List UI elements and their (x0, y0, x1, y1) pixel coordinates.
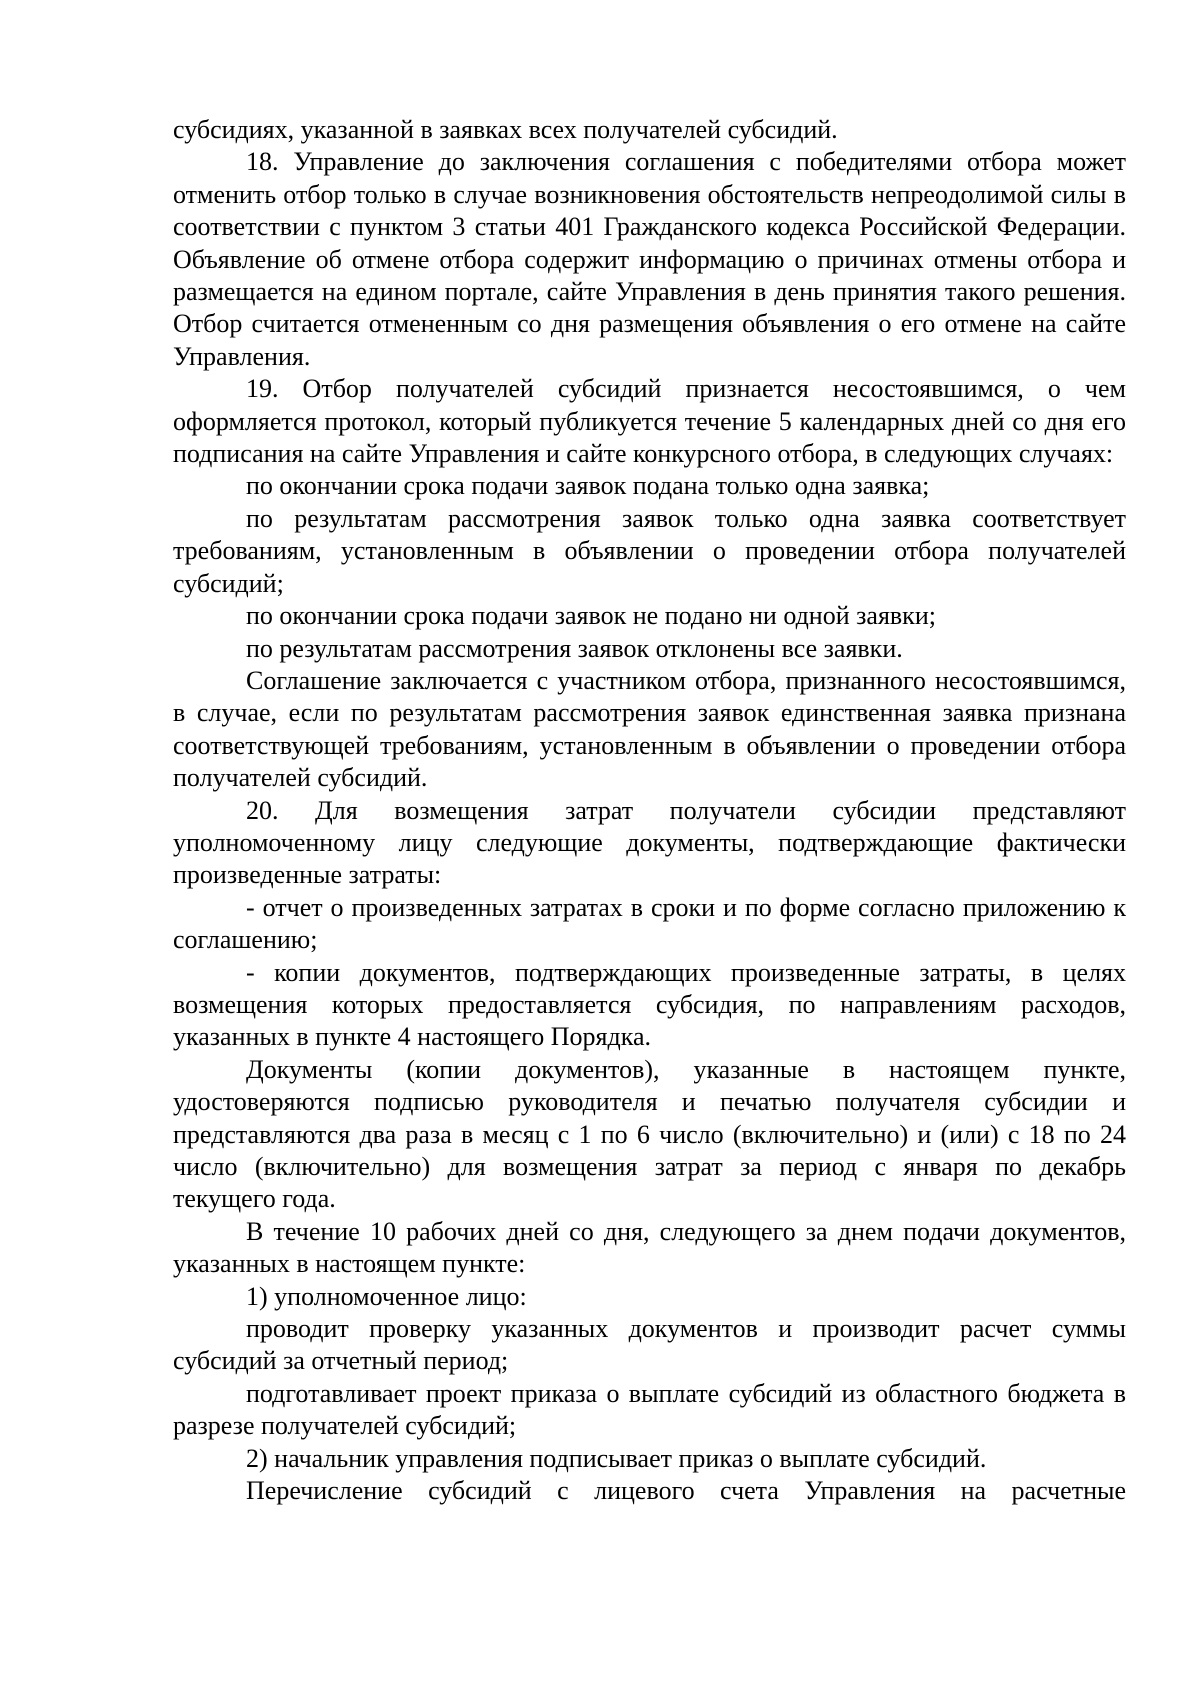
paragraph-case-single-application: по окончании срока подачи заявок подана только одна заявка; (246, 471, 930, 501)
paragraph-report-bullet: - отчет о произведенных затратах в сроки и по форме согласно приложению к соглашению; (173, 892, 1126, 955)
document-body (173, 114, 1126, 1507)
paragraph-documents-certification: Документы (копии документов), указанные в настоящем пункте, удостоверяются подписью руководителя и печатью получателя субсидии и представляются два раза в месяц с 1 по 6 число (включительно) и (или) с 18 по 24 число (включительно) для возмещения затрат за период с января по декабрь текущего года. (173, 1054, 1126, 1214)
paragraph-item-18: 18. Управление до заключения соглашения с победителями отбора может отменить отбор только в случае возникновения обстоятельств непреодолимой силы в соответствии с пунктом 3 статьи 401 Гражданского кодекса Российской Федерации. Объявление об отмене отбора содержит информацию о причинах отмены отбора и размещается на едином портале, сайте Управления в день принятия такого решения. Отбор считается отмененным со дня размещения объявления о его отмене на сайте Управления. (173, 147, 1126, 371)
paragraph-case-no-applications: по окончании срока подачи заявок не подано ни одной заявки; (246, 601, 936, 631)
paragraph-verification: проводит проверку указанных документов и производит расчет суммы субсидий за отчетный период; (173, 1314, 1126, 1376)
paragraph-order-draft: подготавливает проект приказа о выплате субсидий из областного бюджета в разрезе получателей субсидий; (173, 1378, 1126, 1441)
paragraph-review-period: В течение 10 рабочих дней со дня, следующего за днем подачи документов, указанных в настоящем пункте: (173, 1216, 1126, 1279)
paragraph-head-signs: 2) начальник управления подписывает приказ о выплате субсидий. (246, 1443, 987, 1473)
paragraph-item-19: 19. Отбор получателей субсидий признается несостоявшимся, о чем оформляется протокол, который публикуется течение 5 календарных дней со дня его подписания на сайте Управления и сайте конкурсного отбора, в следующих случаях: (173, 374, 1126, 469)
paragraph-continuation: субсидиях, указанной в заявках всех получателей субсидий. (173, 115, 838, 144)
paragraph-case-single-compliant: по результатам рассмотрения заявок только одна заявка соответствует требованиям, установленным в объявлении о проведении отбора получателей субсидий; (173, 503, 1126, 598)
paragraph-authorized-person: 1) уполномоченное лицо: (246, 1281, 527, 1311)
paragraph-case-all-rejected: по результатам рассмотрения заявок отклонены все заявки. (246, 633, 903, 663)
paragraph-copies-bullet: - копии документов, подтверждающих произведенные затраты, в целях возмещения которых предоставляется субсидия, по направлениям расходов, указанных в пункте 4 настоящего Порядка. (173, 957, 1126, 1052)
paragraph-transfer: Перечисление субсидий с лицевого счета Управления на расчетные (246, 1476, 1126, 1506)
paragraph-agreement: Соглашение заключается с участником отбора, признанного несостоявшимся, в случае, если по результатам рассмотрения заявок единственная заявка признана соответствующей требованиям, установленным в объявлении о проведении отбора получателей субсидий. (173, 665, 1126, 793)
paragraph-item-20: 20. Для возмещения затрат получатели субсидии представляют уполномоченному лицу следующие документы, подтверждающие фактически произведенные затраты: (173, 795, 1126, 890)
